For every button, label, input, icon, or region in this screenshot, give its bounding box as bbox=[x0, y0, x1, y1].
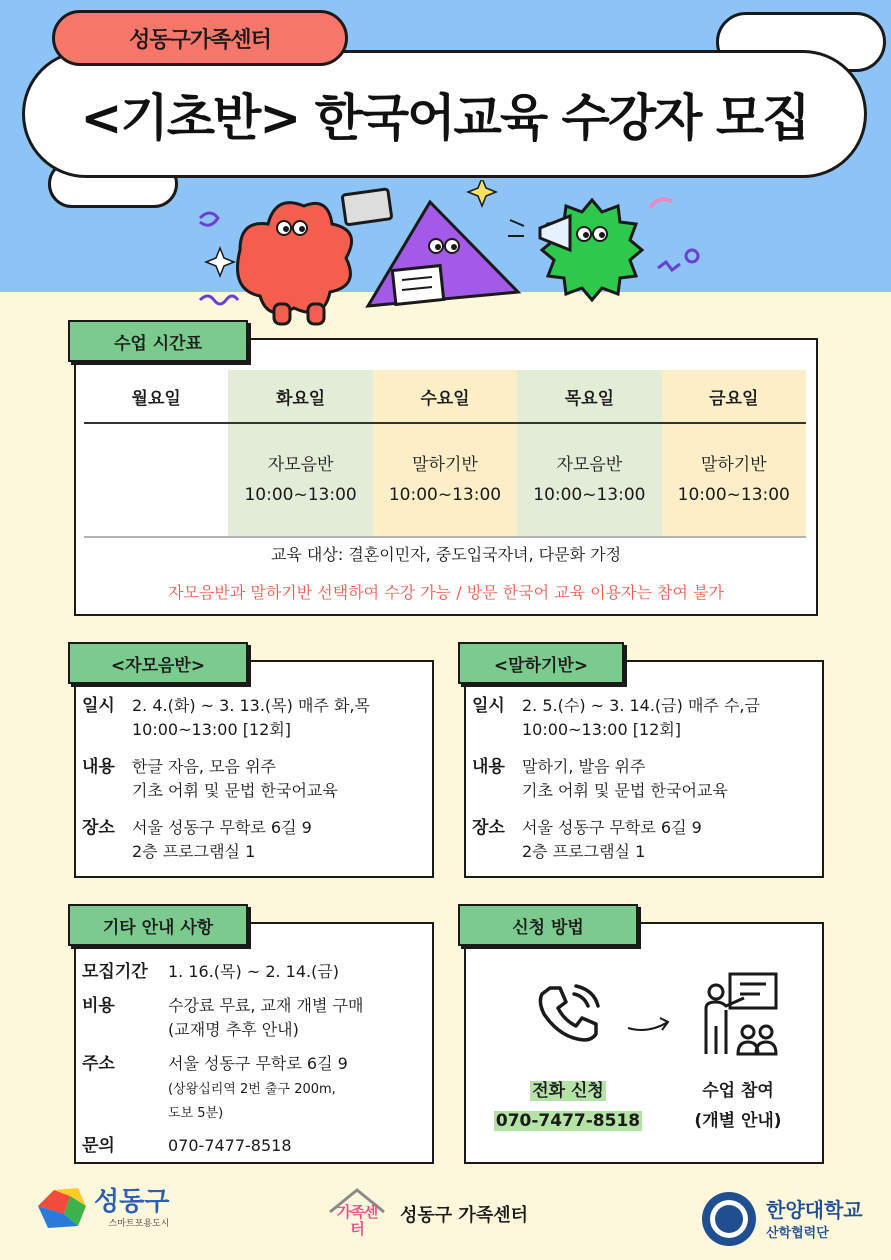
contact-key: 문의 bbox=[82, 1136, 115, 1156]
family-center-logo-icon bbox=[326, 1186, 388, 1242]
family-center-logo bbox=[326, 1186, 528, 1242]
class-join-note: (개별 안내) bbox=[694, 1111, 782, 1131]
title-banner bbox=[22, 50, 867, 178]
time-value: 10:00~13:00 [12회] bbox=[522, 720, 682, 739]
enrollment-notice: 자모음반과 말하기반 선택하여 수강 가능 / 방문 한국어 교육 이용자는 참여 불가 bbox=[168, 583, 724, 602]
content-value: 기초 어휘 및 문법 한국어교육 bbox=[522, 781, 728, 800]
fee-value: 수강료 무료, 교재 개별 구매 bbox=[168, 996, 364, 1015]
address-detail: 도보 5분) bbox=[168, 1106, 224, 1121]
contact-value: 070-7477-8518 bbox=[168, 1136, 292, 1155]
jamo-class-info bbox=[82, 694, 370, 877]
org-tag: 성동구가족센터 bbox=[52, 10, 348, 66]
address-key: 주소 bbox=[82, 1054, 115, 1074]
teacher-class-icon bbox=[700, 970, 780, 1058]
address-detail: (상왕십리역 2번 출구 200m, bbox=[168, 1082, 336, 1097]
hanyang-name: 한양대학교 bbox=[766, 1197, 863, 1222]
day-header-thu: 목요일 bbox=[517, 370, 661, 422]
speaking-class-label: <말하기반> bbox=[458, 642, 624, 684]
class-time: 10:00~13:00 bbox=[388, 485, 502, 505]
phone-number: 070-7477-8518 bbox=[495, 1111, 641, 1131]
phone-icon bbox=[536, 982, 600, 1046]
address-value: 서울 성동구 무학로 6길 9 bbox=[168, 1054, 348, 1073]
date-value: 2. 4.(화) ~ 3. 13.(목) 매주 화,목 bbox=[132, 696, 370, 715]
class-cell-tue bbox=[228, 424, 372, 536]
seongdong-logo bbox=[34, 1186, 169, 1230]
class-name: 말하기반 bbox=[700, 455, 767, 475]
place-key: 장소 bbox=[82, 818, 115, 838]
day-header-fri: 금요일 bbox=[662, 370, 806, 422]
class-name: 자모음반 bbox=[267, 455, 334, 475]
content-value: 말하기, 발음 위주 bbox=[522, 757, 646, 776]
class-name: 말하기반 bbox=[412, 455, 478, 475]
family-center-logo-text: 가족센터 bbox=[336, 1203, 378, 1238]
content-value: 기초 어휘 및 문법 한국어교육 bbox=[132, 781, 338, 800]
schedule-label: 수업 시간표 bbox=[68, 320, 248, 362]
apply-step-phone bbox=[470, 1076, 666, 1136]
place-value: 서울 성동구 무학로 6길 9 bbox=[522, 818, 702, 837]
etc-info-label: 기타 안내 사항 bbox=[68, 904, 248, 946]
hanyang-emblem-icon bbox=[700, 1190, 758, 1248]
phone-apply-text: 전화 신청 bbox=[532, 1081, 604, 1101]
date-key: 일시 bbox=[82, 696, 115, 716]
class-cell-wed bbox=[373, 424, 517, 536]
arrow-icon bbox=[626, 1014, 672, 1036]
class-cell-mon bbox=[84, 424, 228, 536]
class-join-text: 수업 참여 bbox=[702, 1081, 774, 1101]
hanyang-sub: 산학협력단 bbox=[766, 1225, 829, 1241]
class-cell-thu bbox=[517, 424, 661, 536]
family-center-name: 성동구 가족센터 bbox=[400, 1205, 528, 1226]
fee-value: (교재명 추후 안내) bbox=[168, 1020, 299, 1039]
table-bottom-line bbox=[84, 536, 806, 538]
content-key: 내용 bbox=[472, 757, 505, 777]
class-name: 자모음반 bbox=[556, 455, 623, 475]
class-time: 10:00~13:00 bbox=[533, 485, 646, 505]
seongdong-name: 성동구 bbox=[94, 1186, 170, 1217]
place-key: 장소 bbox=[472, 818, 505, 838]
seongdong-logo-icon bbox=[34, 1186, 90, 1230]
speaking-class-info bbox=[472, 694, 760, 877]
period-value: 1. 16.(목) ~ 2. 14.(금) bbox=[168, 962, 340, 981]
date-key: 일시 bbox=[472, 696, 505, 716]
place-value: 2층 프로그램실 1 bbox=[132, 842, 256, 861]
class-cell-fri bbox=[662, 424, 806, 536]
fee-key: 비용 bbox=[82, 996, 115, 1016]
apply-label: 신청 방법 bbox=[458, 904, 638, 946]
content-key: 내용 bbox=[82, 757, 115, 777]
characters-illustration bbox=[180, 180, 720, 330]
place-value: 서울 성동구 무학로 6길 9 bbox=[132, 818, 312, 837]
day-header-wed: 수요일 bbox=[373, 370, 517, 422]
jamo-class-label: <자모음반> bbox=[68, 642, 248, 684]
content-value: 한글 자음, 모음 위주 bbox=[132, 757, 276, 776]
schedule-table bbox=[84, 370, 806, 538]
period-key: 모집기간 bbox=[82, 962, 148, 982]
time-value: 10:00~13:00 [12회] bbox=[132, 720, 292, 739]
page-title: <기초반> 한국어교육 수강자 모집 bbox=[80, 89, 809, 147]
hanyang-logo bbox=[700, 1190, 863, 1248]
class-time: 10:00~13:00 bbox=[677, 485, 790, 505]
apply-step-class bbox=[676, 1076, 800, 1136]
date-value: 2. 5.(수) ~ 3. 14.(금) 매주 수,금 bbox=[522, 696, 760, 715]
etc-info bbox=[82, 960, 363, 1171]
day-header-tue: 화요일 bbox=[228, 370, 372, 422]
day-header-mon: 월요일 bbox=[131, 388, 181, 409]
place-value: 2층 프로그램실 1 bbox=[522, 842, 646, 861]
education-target: 교육 대상: 결혼이민자, 중도입국자녀, 다문화 가정 bbox=[270, 545, 622, 564]
seongdong-slogan: 스마트포용도시 bbox=[108, 1218, 170, 1229]
class-time: 10:00~13:00 bbox=[244, 485, 357, 505]
